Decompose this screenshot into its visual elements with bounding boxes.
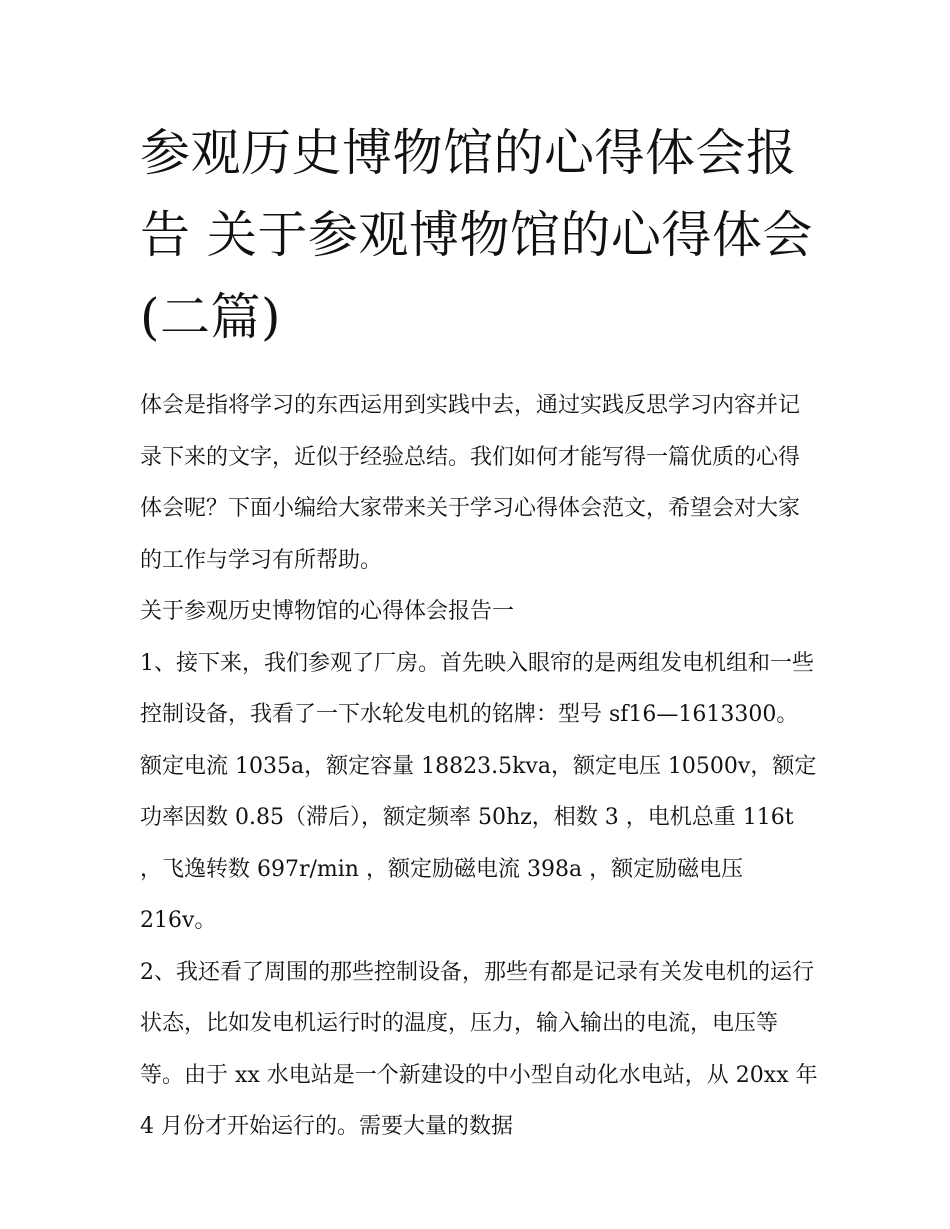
section-heading: 关于参观历史博物馆的心得体会报告一	[140, 599, 515, 624]
document-content	[140, 112, 820, 1153]
document-title: 参观历史博物馆的心得体会报告 关于参观博物馆的心得体会(二篇)	[140, 124, 813, 346]
body-paragraph: 2、我还看了周围的那些控制设备，那些有都是记录有关发电机的运行状态，比如发电机运行时的温度，压力，输入输出的电流，电压等等。由于 xx 水电站是一个新建设的中小型自动化水电站，从 20xx 年 4 月份才开始运行的。需要大量的数据	[140, 959, 818, 1139]
document-body	[140, 380, 820, 1153]
intro-paragraph: 体会是指将学习的东西运用到实践中去，通过实践反思学习内容并记录下来的文字，近似于经验总结。我们如何才能写得一篇优质的心得体会呢？下面小编给大家带来关于学习心得体会范文，希望会对大家的工作与学习有所帮助。	[140, 393, 801, 573]
body-paragraph: 1、接下来，我们参观了厂房。首先映入眼帘的是两组发电机组和一些控制设备，我看了一下水轮发电机的铭牌：型号 sf16—1613300。额定电流 1035a，额定容量 18823.5kva，额定电压 10500v，额定功率因数 0.85（滞后），额定频率 50hz，相数 3 ，电机总重 116t ，飞逸转数 697r/min ，额定励磁电流 398a ，额定励磁电压 216v。	[140, 650, 817, 933]
